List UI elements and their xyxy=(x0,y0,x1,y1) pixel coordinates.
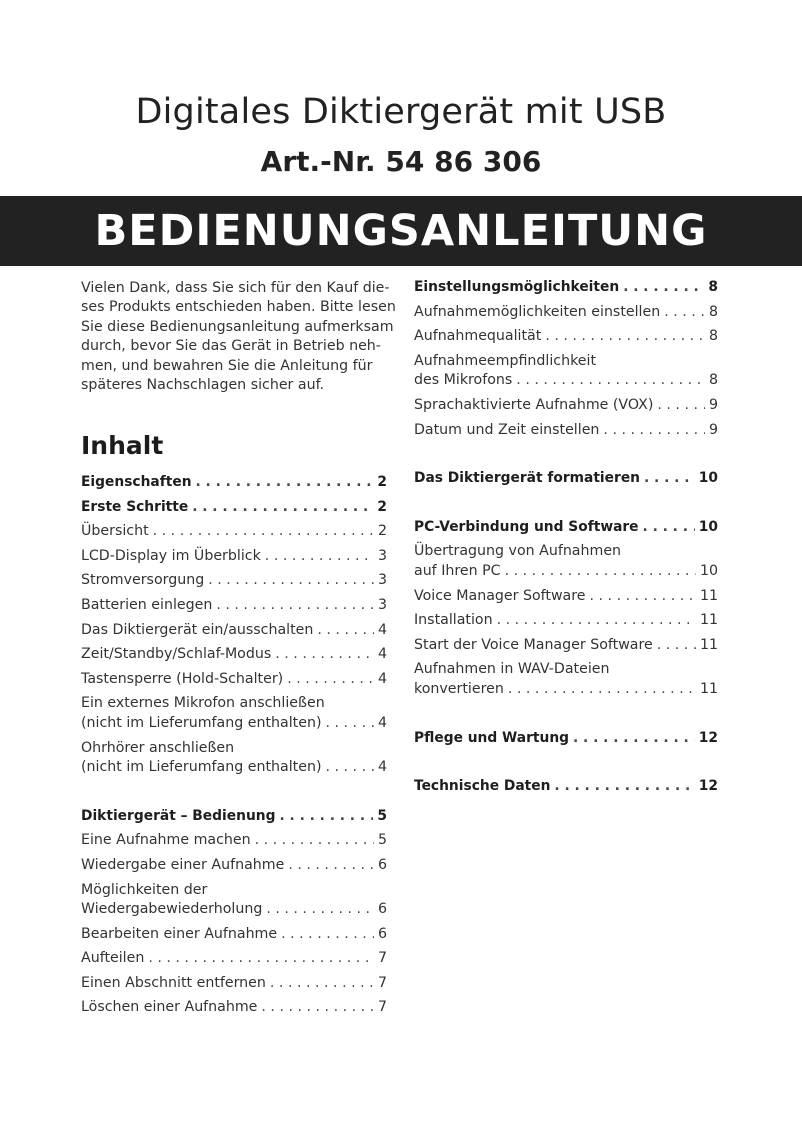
toc-entry xyxy=(414,396,718,416)
toc-page: 8 xyxy=(708,328,718,345)
toc-page: 3 xyxy=(377,572,387,589)
toc-dots xyxy=(516,371,705,391)
toc-title: des Mikrofons xyxy=(414,372,513,389)
toc-entry xyxy=(414,587,718,607)
toc-title-line: Aufnahmen in WAV-Dateien xyxy=(414,661,610,678)
toc-dots xyxy=(255,831,374,851)
toc-section xyxy=(414,278,718,298)
toc-title: Das Diktiergerät formatieren xyxy=(414,470,641,487)
toc-dots xyxy=(505,562,696,582)
toc-dots xyxy=(573,729,695,749)
toc-entry xyxy=(414,327,718,347)
toc-page: 12 xyxy=(698,729,718,746)
toc-page: 11 xyxy=(699,680,718,697)
toc-entry xyxy=(81,758,387,778)
banner-text: BEDIENUNGSANLEITUNG xyxy=(94,206,708,256)
toc-dots xyxy=(261,998,374,1018)
toc-dots xyxy=(208,571,374,591)
toc-page: 3 xyxy=(377,596,387,613)
toc-title: Datum und Zeit einstellen xyxy=(414,421,600,438)
toc-entry xyxy=(81,621,387,641)
toc-title: PC-Verbindung und Software xyxy=(414,518,639,535)
toc-entry xyxy=(81,949,387,969)
toc-dots xyxy=(325,758,373,778)
toc-dots xyxy=(216,596,374,616)
toc-title: Tastensperre (Hold-Schalter) xyxy=(81,670,284,687)
toc-title: Installation xyxy=(414,612,493,629)
toc-page: 7 xyxy=(377,974,387,991)
toc-page: 11 xyxy=(699,636,718,653)
toc-page: 9 xyxy=(708,396,718,413)
toc-page: 8 xyxy=(708,372,718,389)
toc-page: 6 xyxy=(377,856,387,873)
toc-page: 2 xyxy=(377,474,387,490)
toc-title: Aufteilen xyxy=(81,950,145,967)
toc-dots xyxy=(623,278,704,298)
toc-title: Technische Daten xyxy=(414,778,551,795)
toc-title: Aufnahmemöglichkeiten einstellen xyxy=(414,303,661,320)
toc-dots xyxy=(545,327,705,347)
toc-dots xyxy=(270,974,374,994)
toc-title: Sprachaktivierte Aufnahme (VOX) xyxy=(414,396,654,413)
toc-heading: Inhalt xyxy=(81,431,164,460)
toc-page: 4 xyxy=(377,621,387,638)
article-number: Art.-Nr. 54 86 306 xyxy=(260,145,542,178)
toc-dots xyxy=(153,522,374,542)
toc-section xyxy=(414,777,718,797)
toc-dots xyxy=(196,473,374,493)
toc-dots xyxy=(265,547,374,567)
toc-page: 4 xyxy=(377,759,387,776)
intro-line: späteres Nachschlagen sicher auf. xyxy=(81,377,325,394)
toc-page: 6 xyxy=(377,925,387,942)
toc-title: konvertieren xyxy=(414,680,504,697)
toc-left-column xyxy=(81,473,387,1023)
toc-entry xyxy=(414,680,718,700)
toc-title: Voice Manager Software xyxy=(414,587,586,604)
toc-page: 7 xyxy=(377,950,387,967)
toc-entry xyxy=(81,925,387,945)
toc-section xyxy=(414,729,718,749)
toc-title: auf Ihren PC xyxy=(414,562,501,579)
toc-dots xyxy=(266,900,374,920)
toc-entry xyxy=(81,670,387,690)
toc-dots xyxy=(275,645,374,665)
toc-page: 10 xyxy=(699,562,718,579)
toc-title: Aufnahmequalität xyxy=(414,328,542,345)
toc-title: Erste Schritte xyxy=(81,498,189,515)
toc-title: Stromversorgung xyxy=(81,572,205,589)
toc-title: Start der Voice Manager Software xyxy=(414,636,653,653)
toc-title: Wiedergabe einer Aufnahme xyxy=(81,856,285,873)
toc-title: Wiedergabewiederholung xyxy=(81,901,263,918)
toc-title: Einen Abschnitt entfernen xyxy=(81,974,266,991)
toc-page: 10 xyxy=(698,518,718,535)
toc-title: (nicht im Lieferumfang enthalten) xyxy=(81,714,322,731)
toc-entry xyxy=(81,856,387,876)
toc-title: Pflege und Wartung xyxy=(414,729,570,746)
toc-entry xyxy=(81,714,387,734)
toc-page: 2 xyxy=(377,523,387,540)
toc-page: 2 xyxy=(377,498,387,515)
document-title: Digitales Diktiergerät mit USB xyxy=(135,92,667,132)
intro-line: Sie diese Bedienungsanleitung aufmerksam xyxy=(81,318,394,335)
toc-dots xyxy=(657,636,696,656)
toc-page: 4 xyxy=(377,646,387,663)
toc-title: Diktiergerät – Bedienung xyxy=(81,807,276,824)
toc-dots xyxy=(508,680,696,700)
intro-line: Vielen Dank, dass Sie sich für den Kauf die- xyxy=(81,280,390,296)
toc-section xyxy=(81,473,387,493)
toc-title: Eine Aufnahme machen xyxy=(81,832,251,849)
toc-title: LCD-Display im Überblick xyxy=(81,547,261,564)
toc-title: Das Diktiergerät ein/ausschalten xyxy=(81,621,314,638)
intro-line: ses Produkts entschieden haben. Bitte lesen xyxy=(81,299,396,316)
toc-title-line: Ein externes Mikrofon anschließen xyxy=(81,695,325,712)
toc-dots xyxy=(192,498,373,518)
toc-dots xyxy=(317,621,374,641)
toc-dots xyxy=(554,777,694,797)
toc-page: 3 xyxy=(377,547,387,564)
toc-entry xyxy=(81,974,387,994)
toc-page: 9 xyxy=(708,421,718,438)
intro-line: durch, bevor Sie das Gerät in Betrieb neh- xyxy=(81,338,381,355)
toc-entry xyxy=(81,522,387,542)
toc-title: Zeit/Standby/Schlaf-Modus xyxy=(81,646,272,663)
toc-page: 11 xyxy=(699,612,718,629)
toc-dots xyxy=(281,925,374,945)
toc-title-line: Übertragung von Aufnahmen xyxy=(414,543,622,560)
toc-page: 4 xyxy=(377,670,387,687)
toc-section xyxy=(81,807,387,827)
intro-paragraph xyxy=(81,279,396,395)
toc-dots xyxy=(643,518,695,538)
toc-page: 5 xyxy=(377,807,387,824)
toc-entry xyxy=(414,636,718,656)
toc-entry xyxy=(81,571,387,591)
toc-title: Einstellungsmöglichkeiten xyxy=(414,279,620,295)
toc-entry xyxy=(81,547,387,567)
toc-entry xyxy=(81,831,387,851)
intro-line: men, und bewahren Sie die Anleitung für xyxy=(81,357,373,374)
toc-dots xyxy=(288,856,374,876)
toc-dots xyxy=(497,611,696,631)
toc-page: 8 xyxy=(708,279,718,295)
toc-page: 4 xyxy=(377,714,387,731)
toc-dots xyxy=(664,303,705,323)
toc-entry xyxy=(81,645,387,665)
toc-title: Batterien einlegen xyxy=(81,596,213,613)
toc-title: Bearbeiten einer Aufnahme xyxy=(81,925,278,942)
toc-entry xyxy=(414,303,718,323)
toc-section xyxy=(81,498,387,518)
toc-section xyxy=(414,469,718,489)
toc-dots xyxy=(148,949,374,969)
toc-dots xyxy=(279,807,373,827)
toc-title: (nicht im Lieferumfang enthalten) xyxy=(81,759,322,776)
toc-title: Löschen einer Aufnahme xyxy=(81,999,258,1016)
toc-title-line: Möglichkeiten der xyxy=(81,881,208,898)
toc-title-line: Aufnahmeempfindlichkeit xyxy=(414,352,597,369)
toc-title-line: Ohrhörer anschließen xyxy=(81,739,235,756)
toc-page: 10 xyxy=(698,470,718,487)
toc-entry xyxy=(414,421,718,441)
toc-page: 7 xyxy=(377,999,387,1016)
toc-entry xyxy=(414,371,718,391)
toc-entry xyxy=(414,562,718,582)
toc-title: Übersicht xyxy=(81,523,149,540)
manual-banner xyxy=(0,196,802,266)
toc-title: Eigenschaften xyxy=(81,474,192,490)
toc-dots xyxy=(287,670,374,690)
toc-dots xyxy=(603,421,705,441)
toc-page: 11 xyxy=(699,587,718,604)
toc-page: 6 xyxy=(377,901,387,918)
toc-page: 12 xyxy=(698,778,718,795)
toc-dots xyxy=(325,714,373,734)
toc-section xyxy=(414,518,718,538)
toc-entry xyxy=(81,596,387,616)
toc-dots xyxy=(644,469,695,489)
toc-page: 8 xyxy=(708,303,718,320)
toc-page: 5 xyxy=(377,832,387,849)
toc-dots xyxy=(590,587,696,607)
toc-entry xyxy=(414,611,718,631)
toc-entry xyxy=(81,998,387,1018)
toc-entry xyxy=(81,900,387,920)
toc-dots xyxy=(657,396,705,416)
toc-right-column xyxy=(414,278,718,802)
